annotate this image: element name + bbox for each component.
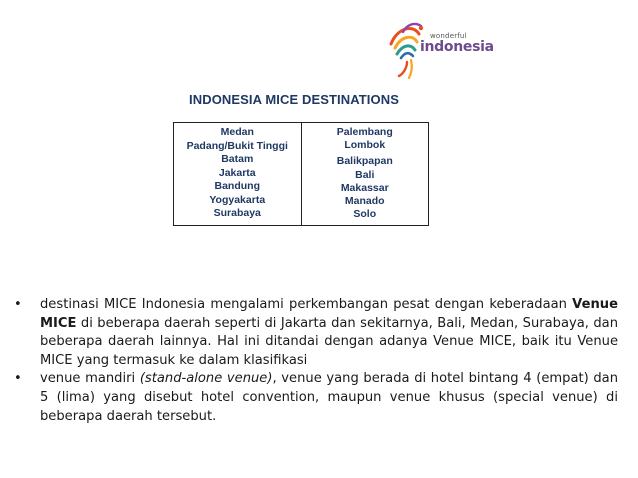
destination-cell: Surabaya [213, 207, 261, 219]
bullet-item [14, 370, 618, 426]
destinations-left-column [174, 123, 302, 225]
bullet-marker: • [14, 371, 22, 387]
page-title: INDONESIA MICE DESTINATIONS [189, 92, 399, 107]
bullet-item [14, 296, 618, 370]
destinations-table [173, 122, 429, 226]
destination-cell: Bali [355, 168, 375, 181]
bullet-text: , venue yang berada di hotel bintang 4 (empat) dan 5 (lima) yang disebut hotel convention, maupun venue khusus (special venue) di beberapa daerah tersebut. [40, 371, 618, 424]
destination-cell: Bandung [214, 180, 260, 192]
wonderful-indonesia-logo [383, 14, 494, 80]
bullet-text: destinasi MICE Indonesia mengalami perkembangan pesat dengan keberadaan [40, 297, 573, 312]
bullet-italic-text: (stand-alone venue) [139, 371, 273, 387]
destination-cell: Lombok [344, 139, 386, 152]
destination-cell: Balikpapan [336, 155, 393, 168]
bullet-list [14, 296, 618, 426]
destination-cell: Solo [353, 208, 377, 221]
destination-cell: Jakarta [218, 166, 256, 179]
destination-cell: Makassar [340, 181, 389, 194]
destination-cell: Medan [220, 126, 254, 138]
destination-cell: Yogyakarta [209, 193, 266, 206]
bullet-text: venue mandiri [40, 371, 140, 387]
destination-cell: Batam [221, 153, 254, 165]
destinations-right-column [302, 123, 429, 225]
bullet-text: di beberapa daerah seperti di Jakarta dan sekitarnya, Bali, Medan, Surabaya, dan beberapa daerah lainnya. Hal ini ditandai dengan adanya Venue MICE, baik itu Venue MICE yang termasuk ke dalam klasifikasi [40, 315, 618, 368]
logo-tagline: wonderful [430, 32, 467, 40]
destination-cell: Padang/Bukit Tinggi [186, 139, 288, 152]
logo-wordmark: indonesia [420, 39, 494, 55]
bullet-marker: • [14, 297, 22, 312]
bullet-bold-text: Venue MICE [40, 297, 618, 331]
destination-cell: Palembang [336, 126, 393, 138]
destination-cell: Manado [344, 195, 385, 208]
